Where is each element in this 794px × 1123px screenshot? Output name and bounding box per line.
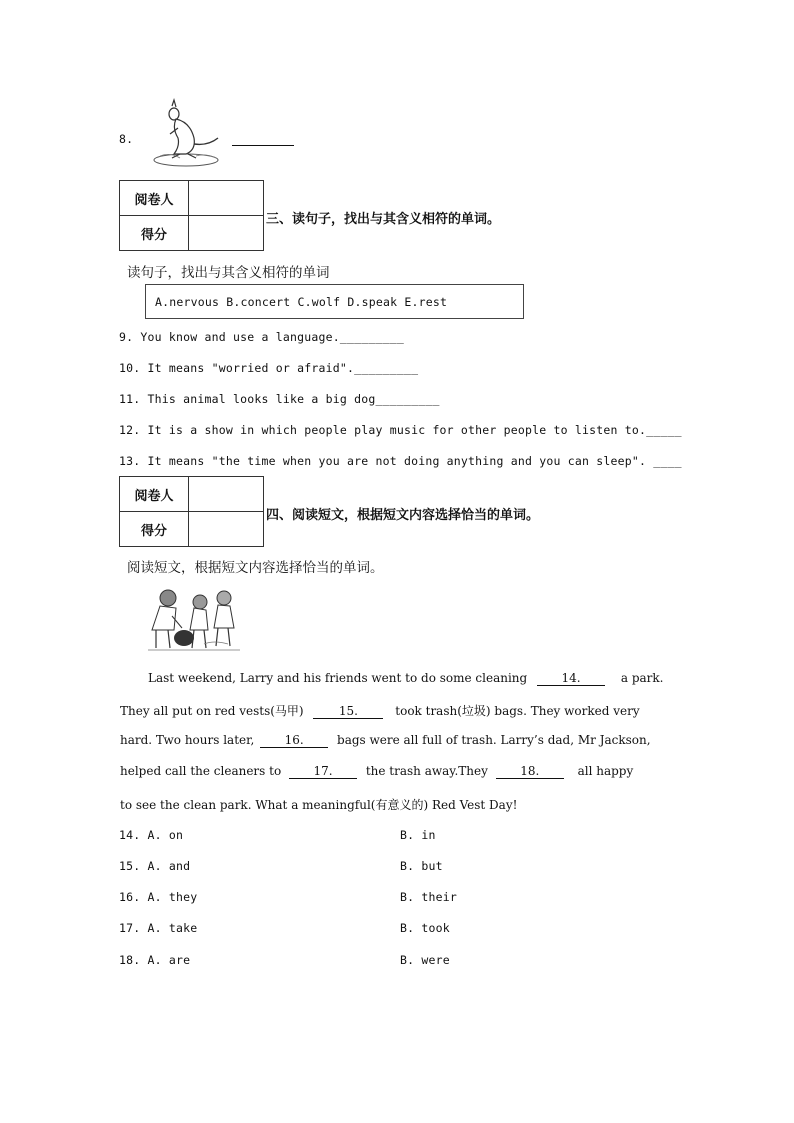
score-field[interactable] — [189, 216, 264, 251]
blank-18[interactable]: 18. — [496, 764, 564, 779]
question-12: 12. It is a show in which people play music for other people to listen to._____ — [119, 423, 682, 437]
q8-answer-blank[interactable] — [232, 145, 294, 146]
choice-16-a[interactable]: 16. A. they — [119, 890, 198, 904]
passage-text: all happy — [577, 764, 634, 778]
choice-17-b[interactable]: B. took — [400, 921, 450, 935]
question-9: 9. You know and use a language._________ — [119, 330, 404, 344]
choice-17-a[interactable]: 17. A. take — [119, 921, 198, 935]
passage-line-1 — [148, 671, 664, 686]
blank-15[interactable]: 15. — [313, 704, 383, 719]
score-label: 得分 — [120, 512, 189, 547]
reviewer-field[interactable] — [189, 181, 264, 216]
score-label: 得分 — [120, 216, 189, 251]
reviewer-label: 阅卷人 — [120, 181, 189, 216]
section3-score-table — [119, 180, 264, 251]
section4-instruction: 阅读短文，根据短文内容选择恰当的单词。 — [127, 560, 384, 576]
passage-text: helped call the cleaners to — [120, 764, 282, 778]
passage-text: the trash away.They — [365, 764, 488, 778]
choice-18-a[interactable]: 18. A. are — [119, 953, 191, 967]
section4-score-table — [119, 476, 264, 547]
choice-16-b[interactable]: B. their — [400, 890, 457, 904]
passage-text: bags were all full of trash. Larry’s dad, Mr Jackson, — [337, 733, 651, 747]
section3-title: 三、读句子，找出与其含义相符的单词。 — [266, 212, 501, 227]
word-options: A.nervous B.concert C.wolf D.speak E.rest — [155, 294, 448, 309]
question-11: 11. This animal looks like a big dog_________ — [119, 392, 440, 406]
passage-text: hard. Two hours later, — [120, 733, 255, 747]
question-13: 13. It means "the time when you are not doing anything and you can sleep". ____ — [119, 454, 682, 468]
question-10: 10. It means "worried or afraid"._________ — [119, 361, 419, 375]
choice-14-b[interactable]: B. in — [400, 828, 436, 842]
q8-number: 8. — [119, 132, 134, 146]
passage-text: a park. — [620, 671, 664, 685]
reviewer-label: 阅卷人 — [120, 477, 189, 512]
kangaroo-image — [150, 98, 222, 170]
reviewer-field[interactable] — [189, 477, 264, 512]
blank-14[interactable]: 14. — [537, 671, 605, 686]
passage-line-5: to see the clean park. What a meaningful(有意义的) Red Vest Day! — [120, 798, 518, 812]
passage-text: They all put on red vests(马甲) — [120, 704, 304, 718]
children-cleaning-image — [144, 586, 242, 654]
passage-line-3 — [120, 733, 651, 748]
word-options-box — [145, 284, 524, 319]
choice-14-a[interactable]: 14. A. on — [119, 828, 184, 842]
blank-16[interactable]: 16. — [260, 733, 328, 748]
choice-15-b[interactable]: B. but — [400, 859, 443, 873]
passage-text: took trash(垃圾) bags. They worked very — [395, 704, 640, 718]
section3-instruction: 读句子，找出与其含义相符的单词 — [127, 265, 330, 281]
choice-18-b[interactable]: B. were — [400, 953, 450, 967]
passage-line-4 — [120, 764, 633, 779]
passage-line-2 — [120, 702, 640, 719]
score-field[interactable] — [189, 512, 264, 547]
blank-17[interactable]: 17. — [289, 764, 357, 779]
section4-title: 四、阅读短文，根据短文内容选择恰当的单词。 — [266, 508, 540, 523]
passage-text: Last weekend, Larry and his friends went to do some cleaning — [148, 671, 528, 685]
choice-15-a[interactable]: 15. A. and — [119, 859, 191, 873]
